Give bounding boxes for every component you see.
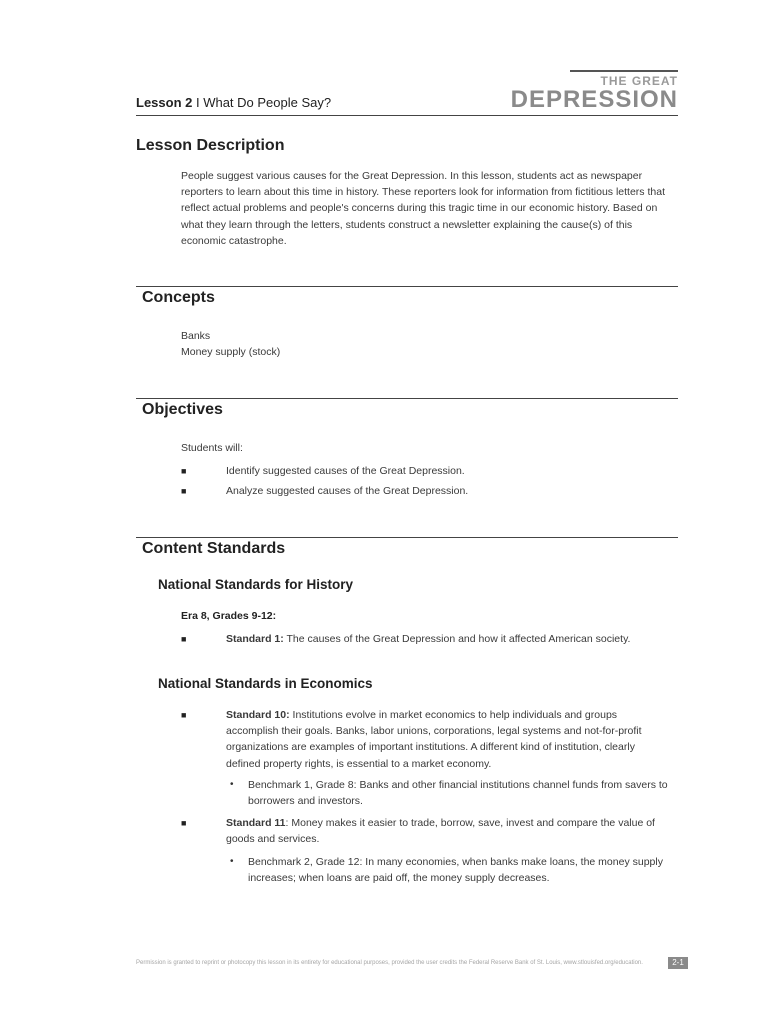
lesson-title: I What Do People Say? [192, 95, 332, 110]
page-number: 2-1 [668, 957, 688, 969]
list-item [0, 777, 768, 811]
logo-top-text: THE GREAT [600, 74, 678, 88]
concepts-heading: Concepts [142, 289, 215, 306]
objectives-rule [136, 398, 678, 399]
square-bullet-icon: ■ [181, 486, 187, 496]
economics-standard-11 [226, 815, 666, 847]
list-item [0, 854, 768, 888]
standard-label: Standard 11 [226, 817, 286, 829]
lesson-description-heading: Lesson Description [136, 137, 285, 154]
standard-text: Institutions evolve in market economics to help individuals and groups accomplish their goals. Banks, labor unions, corporations, legal systems and not-for-profit organizations are examples of important institutions. A different kind of institution, clearly defined property rights, is essential to a market economy. [226, 709, 642, 770]
dot-bullet-icon: • [230, 856, 234, 867]
objective-text: Analyze suggested causes of the Great Depression. [226, 485, 469, 497]
objective-text: Identify suggested causes of the Great Depression. [226, 465, 465, 477]
content-standards-heading: Content Standards [142, 540, 286, 557]
lesson-number: Lesson 2 [136, 95, 193, 110]
square-bullet-icon: ■ [181, 818, 187, 828]
list-item [0, 463, 768, 481]
economics-standard-10 [226, 707, 666, 772]
benchmark-text: Benchmark 2, Grade 12: In many economies, when banks make loans, the money supply increases; when loans are paid off, the money supply decreases. [248, 856, 663, 885]
objectives-intro: Students will: [181, 442, 243, 454]
list-item [0, 631, 768, 649]
economics-standards-heading: National Standards in Economics [158, 676, 373, 691]
list-item [0, 483, 768, 501]
standard-text: : Money makes it easier to trade, borrow, save, invest and compare the value of goods and services. [226, 817, 655, 846]
lesson-header [136, 95, 331, 110]
square-bullet-icon: ■ [181, 710, 187, 720]
history-standards-heading: National Standards for History [158, 577, 354, 592]
era-label: Era 8, Grades 9-12: [181, 610, 277, 622]
footer-permission: Permission is granted to reprint or photocopy this lesson in its entirety for educational purposes, provided the user credits the Federal Reserve Bank of St. Louis, www.stlouisfed.org/education. [136, 960, 643, 966]
content-standards-rule [136, 537, 678, 538]
concept-item: Banks [181, 330, 211, 342]
great-depression-logo [510, 70, 678, 116]
standard-label: Standard 1: [226, 633, 284, 645]
standard-label: Standard 10: [226, 709, 290, 721]
objectives-heading: Objectives [142, 401, 223, 418]
history-standard-1 [226, 631, 666, 647]
square-bullet-icon: ■ [181, 634, 187, 644]
benchmark-text: Benchmark 1, Grade 8: Banks and other financial institutions channel funds from savers to borrowers and investors. [248, 779, 668, 808]
dot-bullet-icon: • [230, 779, 234, 790]
square-bullet-icon: ■ [181, 466, 187, 476]
standard-text: The causes of the Great Depression and how it affected American society. [283, 633, 631, 645]
concept-item: Money supply (stock) [181, 346, 281, 358]
list-item [0, 707, 768, 773]
logo-main-text: DEPRESSION [510, 86, 678, 113]
list-item [0, 815, 768, 849]
concepts-rule [136, 286, 678, 287]
logo-rule [570, 70, 678, 72]
lesson-description-text: People suggest various causes for the Great Depression. In this lesson, students act as newspaper reporters to learn about this time in history. These reporters look for information from fictitious letters that reflect actual problems and people's concerns during this tragic time in our economic history. Based on what they learn through the letters, students construct a newsletter explaining the cause(s) of this economic catastrophe. [181, 170, 665, 247]
